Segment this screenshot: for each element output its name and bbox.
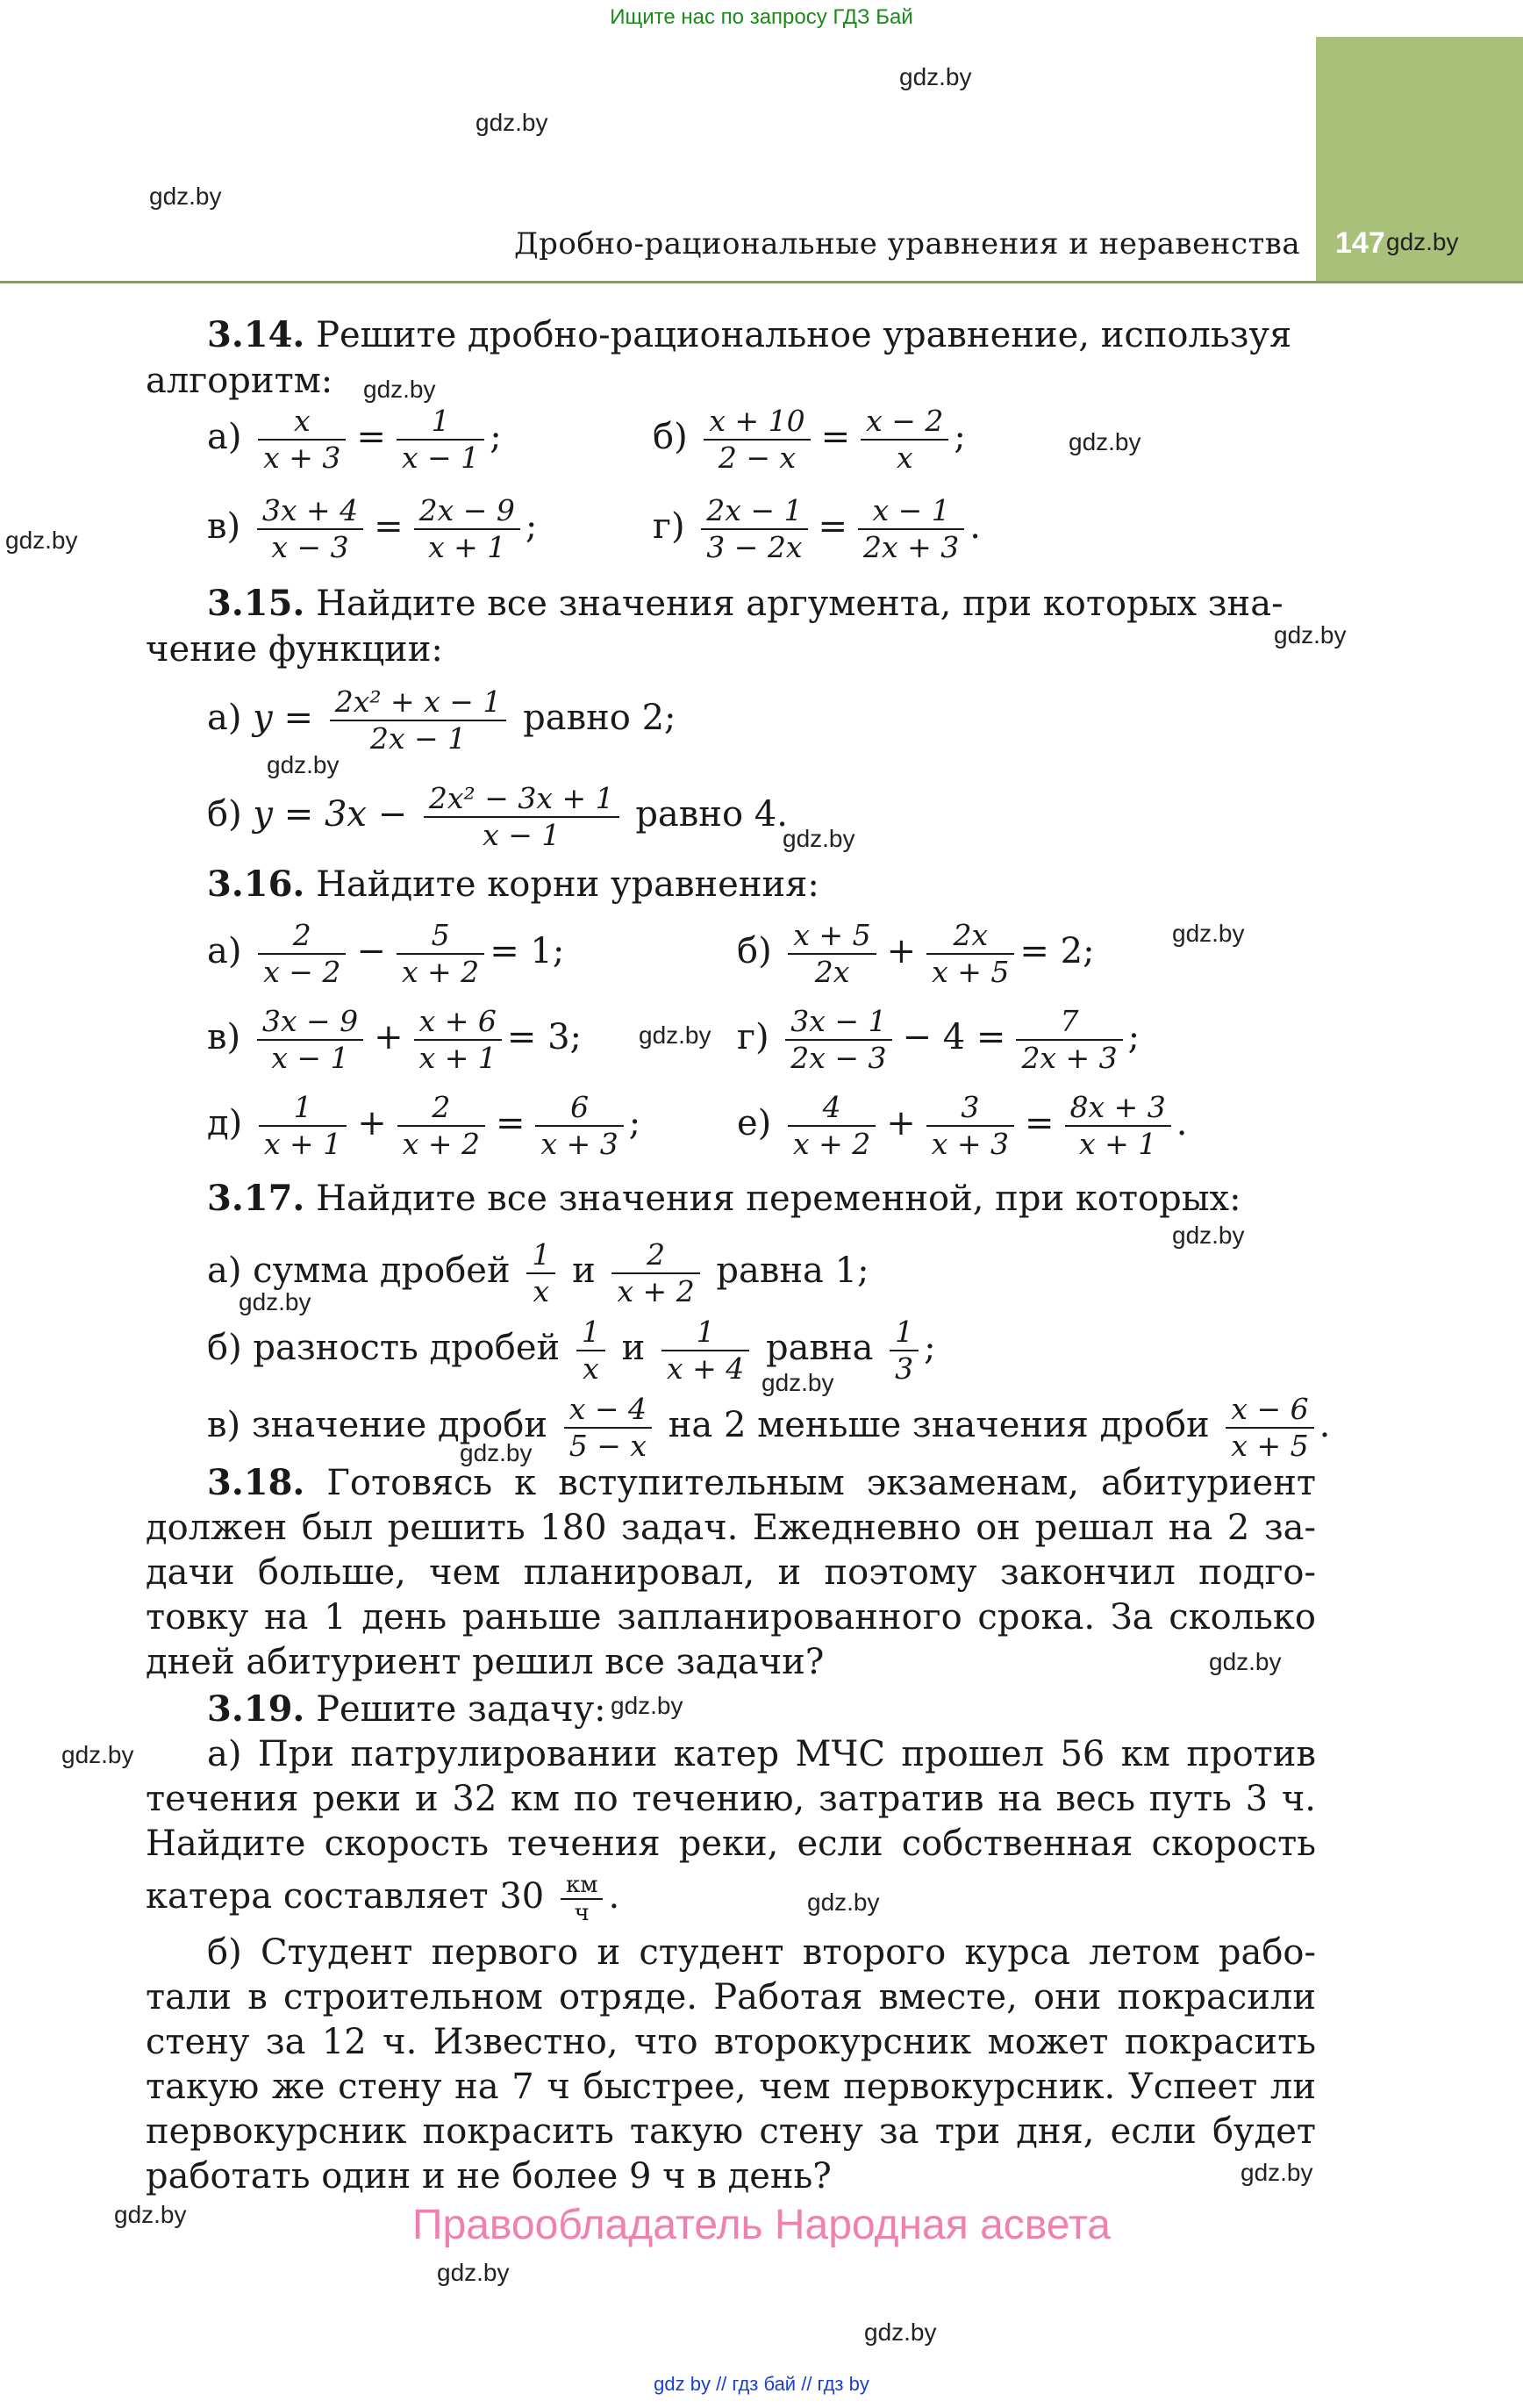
problem-line: 3.18. Готовясь к вступительным экзаменам, абитуриент [207,1462,1317,1503]
watermark: gdz.by [762,1369,834,1396]
problem-text: Найдите корни уравнения: [316,864,819,905]
item-3-17-v: в) значение дроби $\frac{x - 4}{5 - x}$ на 2 меньше значения дроби $\frac{x - 6}{x + 5}$ . [207,1392,1331,1463]
top-search-note: Ищите нас по запросу ГДЗ Бай [610,5,913,29]
fraction: $\frac{7}{2x + 3}$ [1016,1004,1122,1076]
problem-text: Решите дробно-рациональное уравнение, используя [316,315,1292,355]
fraction: $\frac{x + 10}{2 - x}$ [704,404,810,476]
eq-3-16-a: а) $\frac{2}{x - 2}$ − $\frac{5}{x + 2}$ = 1; [207,918,565,989]
tail-text: равна 1; [716,1251,869,1291]
watermark: gdz.by [807,1888,880,1916]
fraction: $\frac{1}{x}$ [526,1237,555,1309]
problem-line: тали в строительном отряде. Работая вместе, они покрасили [146,1977,1316,2017]
eq-3-15-b [207,781,788,853]
watermark: gdz.by [864,2318,937,2346]
tail-text: равна [765,1328,874,1368]
problem-3-19-b [146,1931,1316,2199]
fraction: $\frac{1}{x + 1}$ [259,1090,347,1162]
eq-3-14-b: б) $\frac{x + 10}{2 - x}$ = $\frac{x - 2}{x}$ ; [653,404,966,475]
watermark: gdz.by [1274,621,1347,649]
watermark: gdz.by [1172,920,1245,947]
eq-3-16-d: д) $\frac{1}{x + 1}$ + $\frac{2}{x + 2}$ = $\frac{6}{x + 3}$ ; [207,1090,641,1161]
problem-3-19-title [207,1688,606,1731]
watermark: gdz.by [267,751,340,778]
fraction: $\frac{5}{x + 2}$ [397,918,484,990]
watermark: gdz.by [363,376,436,403]
watermark: gdz.by [475,109,548,136]
watermark: gdz.by [1069,428,1141,455]
watermark: gdz.by [1209,1648,1282,1675]
problem-line: работать один и не более 9 ч в день? [146,2156,832,2197]
fraction: $\frac{8x + 3}{x + 1}$ [1065,1090,1171,1162]
watermark: gdz.by [639,1021,711,1049]
fraction: $\frac{2x}{x + 5}$ [926,918,1014,990]
problem-text: Найдите все значения переменной, при которых: [316,1179,1241,1219]
lhs: y = 3x − [253,794,408,835]
problem-number: 3.15. [207,583,305,624]
tail-text: равно 4. [635,794,788,835]
watermark: gdz.by [114,2201,187,2228]
fraction: $\frac{2x - 1}{3 - 2x}$ [701,493,807,565]
eq-3-15-a [207,684,676,756]
fraction: $\frac{3x + 4}{x - 3}$ [257,493,363,565]
fraction: $\frac{\text{2x² + x − 1}}{2x - 1}$ [330,684,507,756]
problem-line: катера составляет 30 $\frac{км}{ч}$ . [146,1872,620,1926]
item-label: а) [207,931,242,971]
eq-3-16-g: г) $\frac{3x - 1}{2x - 3}$ − 4 = $\frac{7}{2x + 3}$ ; [737,1004,1140,1075]
item-label: в) [207,1017,241,1057]
fraction: $\frac{3x - 1}{2x - 3}$ [785,1004,891,1076]
watermark: gdz.by [1386,228,1459,255]
item-label: б) [737,931,772,971]
running-header: Дробно-рациональные уравнения и неравенства [514,226,1301,262]
lhs: y = [253,698,313,738]
watermark: gdz.by [437,2259,510,2286]
watermark: gdz.by [1241,2159,1313,2186]
problem-3-18 [146,1460,1316,1685]
copyright-holder: Правообладатель Народная асвета [412,2202,1111,2248]
item-text: б) разность дробей [207,1328,561,1368]
problem-number: 3.18. [207,1462,305,1503]
watermark: gdz.by [5,527,78,554]
fraction: $\frac{2}{x + 2}$ [397,1090,485,1162]
problem-line: дней абитуриент решил все задачи? [146,1642,825,1682]
fraction: $\frac{2}{x + 2}$ [611,1237,699,1309]
fraction: $\frac{x - 2}{x}$ [861,404,948,476]
problem-3-16-title [207,864,819,906]
fraction: $\frac{x + 5}{2x}$ [788,918,876,990]
tail-text: равно 2; [523,698,676,738]
unit-fraction: $\frac{км}{ч}$ [561,1872,603,1926]
item-label: а) [207,417,242,457]
problem-3-17-title [207,1178,1241,1220]
item-label: д) [207,1103,243,1143]
fraction: $\frac{2}{x - 2}$ [258,918,346,990]
problem-line: дачи больше, чем планировал, и поэтому закончил подго- [146,1552,1316,1593]
problem-number: 3.19. [207,1688,305,1730]
problem-line: такую же стену на 7 ч быстрее, чем первокурсник. Успеет ли [146,2067,1316,2107]
fraction: $\frac{1}{x}$ [576,1315,605,1387]
problem-3-19-a [146,1732,1316,1926]
item-text: а) сумма дробей [207,1251,511,1291]
problem-3-14-text-cont: алгоритм: [146,361,333,401]
problem-number: 3.16. [207,864,305,905]
watermark: gdz.by [149,183,222,210]
item-label: а) [207,698,242,738]
watermark: gdz.by [61,1741,134,1768]
watermark: gdz.by [899,63,972,90]
item-3-17-b: б) разность дробей $\frac{1}{x}$ и $\frac{1}{x + 4}$ равна $\frac{1}{3}$ ; [207,1315,936,1386]
problem-line: течения реки и 32 км по течению, затратив на весь путь 3 ч. [146,1779,1316,1819]
problem-line: товку на 1 день раньше запланированного срока. За сколько [146,1597,1316,1638]
problem-line: б) Студент первого и студент второго курса летом рабо- [207,1932,1316,1973]
fraction: $\frac{1}{x - 1}$ [397,404,484,476]
item-text: в) значение дроби [207,1405,548,1445]
item-label: г) [737,1017,769,1057]
watermark: gdz.by [460,1439,533,1466]
item-label: б) [653,417,688,457]
item-label: г) [653,506,685,547]
fraction: $\frac{x - 1}{2x + 3}$ [858,493,964,565]
watermark: gdz.by [783,825,855,852]
problem-3-15-text-cont: чение функции: [146,629,443,670]
problem-number: 3.17. [207,1178,305,1219]
item-label: е) [737,1103,772,1143]
watermark: gdz.by [239,1288,311,1315]
fraction: $\frac{x - 4}{5 - x}$ [564,1392,652,1464]
fraction: $\frac{3x - 9}{x - 1}$ [257,1004,363,1076]
fraction: $\frac{\text{2x² − 3x + 1}}{x - 1}$ [424,781,619,853]
header-rule [0,281,1523,283]
eq-3-16-e: е) $\frac{4}{x + 2}$ + $\frac{3}{x + 3}$ = $\frac{8x + 3}{x + 1}$ . [737,1090,1188,1161]
problem-line: должен был решить 180 задач. Ежедневно он решал на 2 за- [146,1508,1316,1548]
fraction: $\frac{6}{x + 3}$ [535,1090,623,1162]
problem-3-15-title [207,583,1316,625]
fraction: $\frac{1}{x + 4}$ [661,1315,749,1387]
eq-3-14-g: г) $\frac{2x - 1}{3 - 2x}$ = $\frac{x - 1}{2x + 3}$ . [653,493,981,564]
fraction: $\frac{4}{x + 2}$ [788,1090,876,1162]
problem-3-14-title [207,314,1316,356]
problem-line: Найдите скорость течения реки, если собственная скорость [146,1824,1316,1864]
page-number: 147 [1335,226,1385,260]
footer-links[interactable]: gdz by // гдз бай // гдз by [654,2373,869,2395]
problem-text: Решите задачу: [316,1689,606,1730]
item-label: в) [207,506,241,547]
fraction: $\frac{3}{x + 3}$ [926,1090,1014,1162]
eq-3-16-v: в) $\frac{3x - 9}{x - 1}$ + $\frac{x + 6}{x + 1}$ = 3; [207,1004,582,1075]
problem-text: Найдите все значения аргумента, при которых зна- [316,584,1283,624]
item-label: б) [207,794,242,835]
fraction: $\frac{x}{x + 3}$ [258,404,346,476]
eq-3-14-a: а) $\frac{x}{x + 3}$ = $\frac{1}{x - 1}$ ; [207,404,502,475]
problem-line: стену за 12 ч. Известно, что второкурсник может покрасить [146,2022,1316,2062]
item-3-17-a: а) сумма дробей $\frac{1}{x}$ и $\frac{2}{x + 2}$ равна 1; [207,1237,869,1308]
problem-line: а) При патрулировании катер МЧС прошел 56 км против [207,1734,1316,1774]
problem-line: первокурсник покрасить такую стену за три дня, если будет [146,2111,1316,2152]
fraction: $\frac{x - 6}{x + 5}$ [1226,1392,1313,1464]
watermark: gdz.by [611,1692,683,1719]
item-text: на 2 меньше значения дроби [668,1405,1210,1445]
fraction: $\frac{1}{3}$ [890,1315,919,1387]
fraction: $\frac{2x - 9}{x + 1}$ [414,493,520,565]
fraction: $\frac{x + 6}{x + 1}$ [414,1004,502,1076]
eq-3-16-b: б) $\frac{x + 5}{2x}$ + $\frac{2x}{x + 5}$ = 2; [737,918,1095,989]
problem-number: 3.14. [207,314,305,355]
eq-3-14-v: в) $\frac{3x + 4}{x - 3}$ = $\frac{2x - 9}{x + 1}$ ; [207,493,538,564]
watermark: gdz.by [1172,1222,1245,1249]
